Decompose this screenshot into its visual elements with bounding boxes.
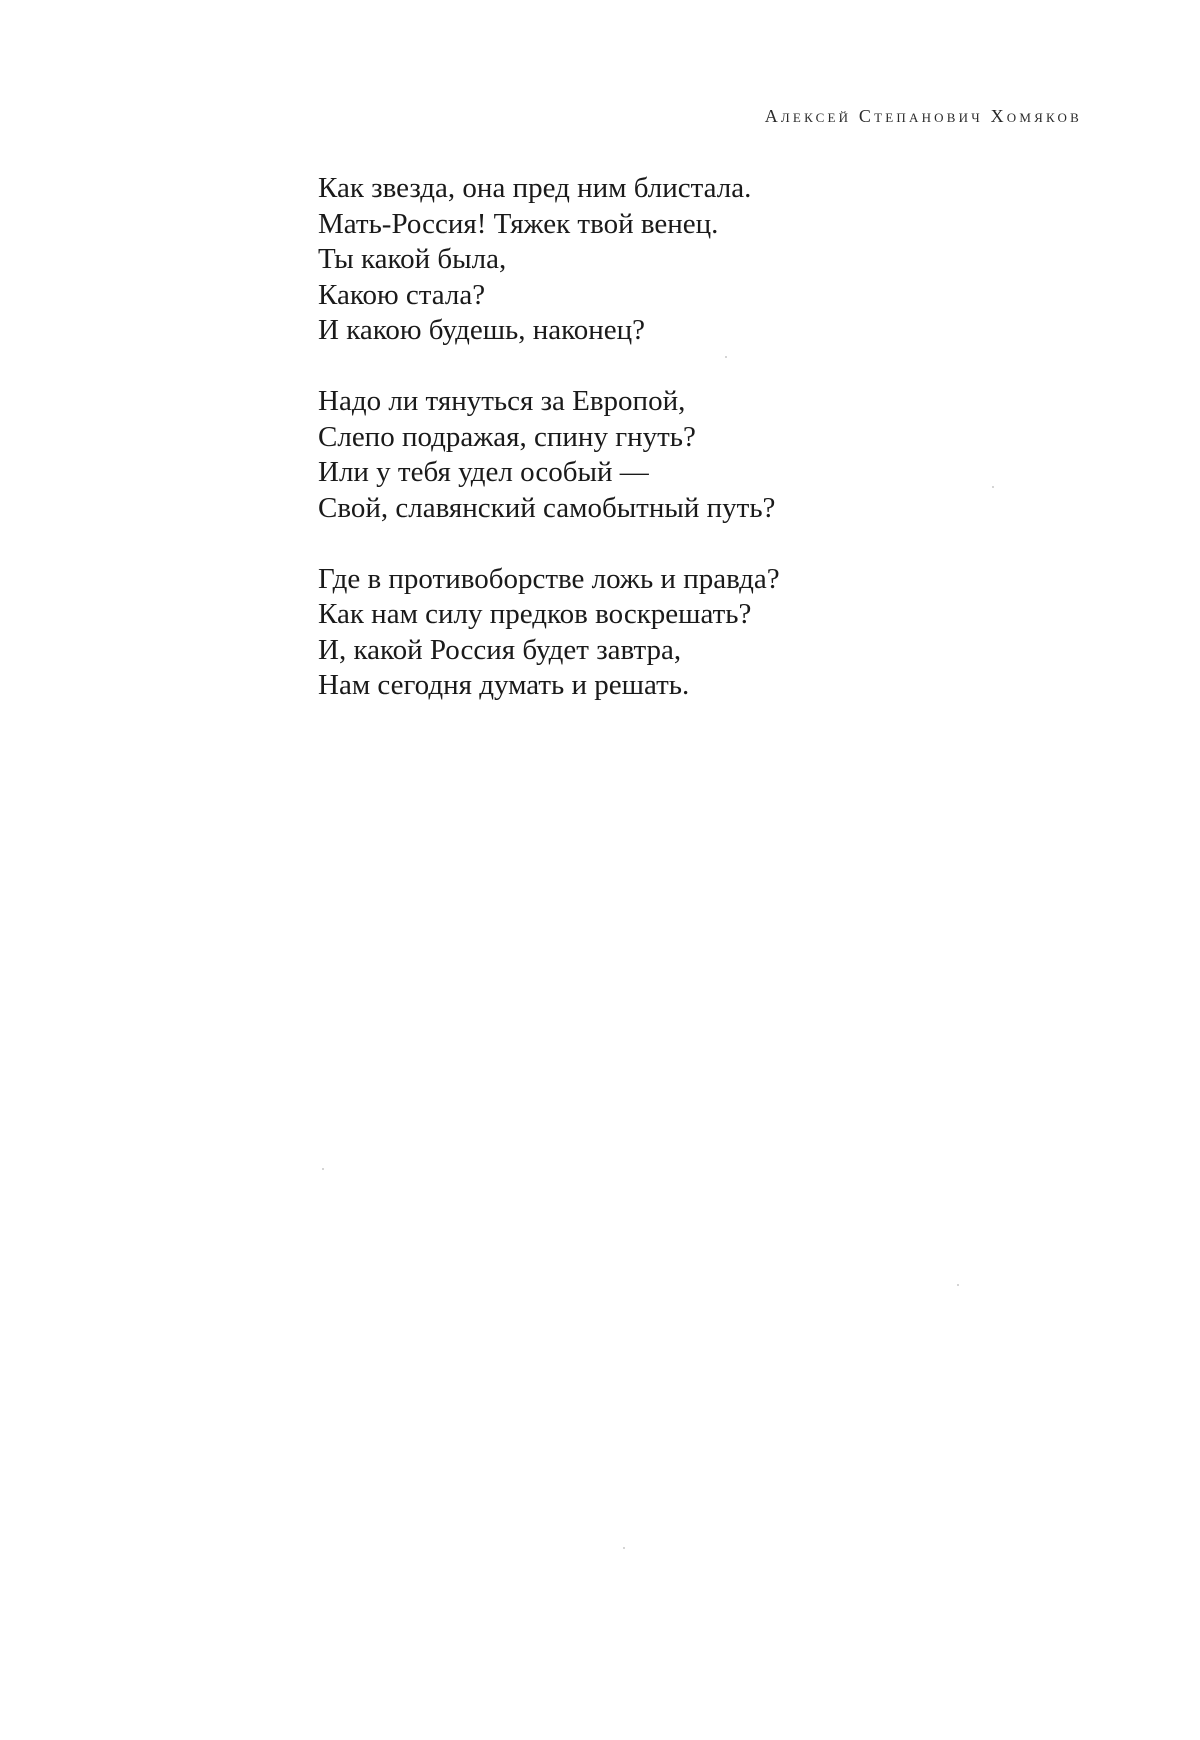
poem-line: Как нам силу предков воскрешать? xyxy=(318,598,752,630)
poem-line: Свой, славянский самобытный путь? xyxy=(318,491,776,524)
poem-line: Где в противоборстве ложь и правда? xyxy=(318,562,780,595)
scan-speck xyxy=(623,1547,625,1549)
poem-line: Или у тебя удел особый — xyxy=(318,456,649,488)
stanza xyxy=(318,562,1098,704)
poem-line: Какою стала? xyxy=(318,278,486,311)
scan-speck xyxy=(725,356,727,358)
poem xyxy=(318,171,1098,739)
scan-speck xyxy=(957,1284,959,1286)
author-name: Алексей Степанович Хомяков xyxy=(764,106,1082,126)
poem-line: Как звезда, она пред ним блистала. xyxy=(318,172,752,204)
poem-line: Слепо подражая, спину гнуть? xyxy=(318,420,696,453)
poem-line: Надо ли тянуться за Европой, xyxy=(318,385,686,417)
running-head-author xyxy=(765,106,1082,127)
poem-line: И какою будешь, наконец? xyxy=(318,314,646,346)
poem-line: И, какой Россия будет завтра, xyxy=(318,633,682,666)
stanza xyxy=(318,171,1098,349)
scan-speck xyxy=(992,486,994,488)
poem-line: Ты какой была, xyxy=(318,243,507,275)
poem-line: Нам сегодня думать и решать. xyxy=(318,669,690,701)
poem-line: Мать-Россия! Тяжек твой венец. xyxy=(318,207,719,240)
stanza xyxy=(318,384,1098,526)
scan-speck xyxy=(322,1168,324,1170)
